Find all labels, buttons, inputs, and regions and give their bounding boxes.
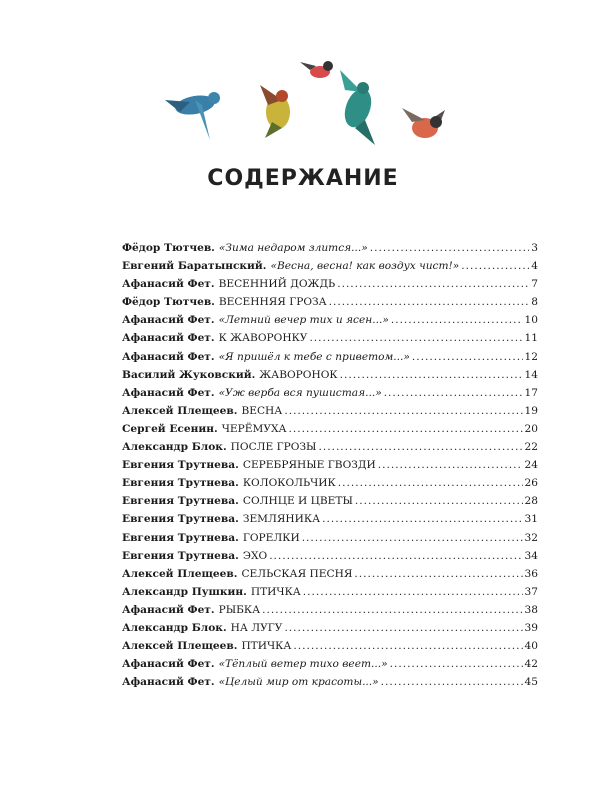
dot-leader	[412, 351, 523, 363]
entry-title: СЕРЕБРЯНЫЕ ГВОЗДИ	[242, 459, 376, 472]
entry-title: «Зима недаром злится...»	[218, 242, 368, 254]
entry-author: Афанасий Фет.	[122, 603, 215, 616]
entry-author: Афанасий Фет.	[122, 658, 215, 671]
toc-entry[interactable]	[122, 441, 538, 459]
entry-title: «Я пришёл к тебе с приветом...»	[218, 350, 410, 363]
entry-title: НА ЛУГУ	[230, 621, 283, 634]
dot-leader	[338, 477, 523, 489]
entry-title: ПТИЧКА	[241, 640, 292, 653]
toc-entry[interactable]	[122, 278, 538, 296]
dot-leader	[293, 640, 522, 652]
entry-author: Афанасий Фет.	[122, 332, 215, 345]
entry-author: Сергей Есенин.	[122, 422, 218, 435]
entry-author: Фёдор Тютчев.	[122, 296, 215, 309]
teal-bird-icon	[340, 70, 376, 145]
toc-entry[interactable]	[122, 332, 538, 350]
entry-page-number: 8	[531, 296, 538, 309]
dot-leader	[391, 314, 523, 326]
entry-title: СЕЛЬСКАЯ ПЕСНЯ	[241, 567, 353, 580]
red-bird-icon	[300, 61, 333, 78]
toc-entry[interactable]	[122, 477, 538, 495]
entry-title: ЭХО	[242, 549, 268, 562]
entry-title: ЖАВОРОНОК	[259, 368, 338, 381]
dot-leader	[390, 658, 523, 670]
entry-page-number: 36	[524, 567, 538, 580]
entry-author: Евгения Трутнева.	[122, 495, 239, 508]
dot-leader	[384, 387, 523, 399]
dot-leader	[322, 513, 522, 525]
dot-leader	[302, 532, 523, 544]
dot-leader	[340, 369, 523, 381]
entry-author: Александр Блок.	[122, 441, 227, 454]
entry-page-number: 20	[524, 422, 538, 435]
entry-title: «Уж верба вся пушистая...»	[218, 386, 382, 399]
entry-title: ЧЕРЁМУХА	[221, 422, 287, 435]
entry-page-number: 10	[524, 314, 538, 327]
entry-page-number: 39	[524, 621, 538, 634]
page-title: СОДЕРЖАНИЕ	[207, 166, 399, 191]
blue-bird-icon	[165, 92, 220, 140]
entry-author: Алексей Плещеев.	[122, 404, 238, 417]
entry-author: Василий Жуковский.	[122, 368, 256, 381]
entry-title: ВЕСЕННЯЯ ГРОЗА	[218, 296, 327, 309]
toc-entry[interactable]	[122, 296, 538, 314]
toc-entry[interactable]	[122, 658, 538, 676]
entry-title: ПТИЧКА	[250, 585, 301, 598]
entry-title: «Летний вечер тих и ясен...»	[218, 314, 389, 327]
entry-page-number: 28	[524, 495, 538, 508]
toc-entry[interactable]	[122, 351, 538, 369]
entry-title: СОЛНЦЕ И ЦВЕТЫ	[242, 495, 353, 508]
toc-entry[interactable]	[122, 495, 538, 513]
toc-entry[interactable]	[122, 604, 538, 622]
entry-author: Александр Пушкин.	[122, 585, 247, 598]
toc-entry[interactable]	[122, 622, 538, 640]
dot-leader	[370, 242, 529, 254]
entry-title: КОЛОКОЛЬЧИК	[242, 477, 336, 490]
toc-entry[interactable]	[122, 568, 538, 586]
entry-title: К ЖАВОРОНКУ	[218, 332, 308, 345]
entry-title: «Тёплый ветер тихо веет...»	[218, 658, 388, 671]
dot-leader	[284, 622, 522, 634]
dot-leader	[309, 332, 522, 344]
entry-page-number: 11	[524, 332, 538, 345]
entry-page-number: 40	[524, 640, 538, 653]
dot-leader	[354, 568, 522, 580]
dot-leader	[381, 676, 523, 688]
dot-leader	[337, 278, 529, 290]
entry-title: ВЕСЕННИЙ ДОЖДЬ	[218, 278, 336, 291]
entry-page-number: 32	[524, 531, 538, 544]
entry-page-number: 24	[524, 459, 538, 472]
entry-author: Александр Блок.	[122, 621, 227, 634]
entry-title: ЗЕМЛЯНИКА	[242, 513, 321, 526]
toc-entry[interactable]	[122, 260, 538, 278]
entry-page-number: 12	[524, 350, 538, 363]
entry-title: «Весна, весна! как воздух чист!»	[270, 260, 460, 273]
table-of-contents	[122, 242, 538, 694]
toc-entry[interactable]	[122, 550, 538, 568]
toc-entry[interactable]	[122, 242, 538, 260]
toc-entry[interactable]	[122, 405, 538, 423]
dot-leader	[355, 495, 523, 507]
entry-title: ГОРЕЛКИ	[242, 531, 300, 544]
bullfinch-icon	[402, 108, 445, 138]
entry-author: Евгения Трутнева.	[122, 531, 239, 544]
entry-author: Афанасий Фет.	[122, 386, 215, 399]
entry-page-number: 7	[531, 278, 538, 291]
entry-page-number: 38	[524, 603, 538, 616]
dot-leader	[284, 405, 522, 417]
toc-entry[interactable]	[122, 369, 538, 387]
entry-author: Алексей Плещеев.	[122, 567, 238, 580]
dot-leader	[461, 260, 529, 272]
entry-title: РЫБКА	[218, 603, 261, 616]
toc-entry[interactable]	[122, 513, 538, 531]
entry-page-number: 14	[524, 368, 538, 381]
dot-leader	[262, 604, 522, 616]
entry-author: Афанасий Фет.	[122, 350, 215, 363]
toc-entry[interactable]	[122, 459, 538, 477]
entry-page-number: 26	[524, 477, 538, 490]
entry-page-number: 37	[524, 585, 538, 598]
dot-leader	[329, 296, 530, 308]
dot-leader	[318, 441, 522, 453]
entry-page-number: 17	[524, 386, 538, 399]
toc-entry[interactable]	[122, 532, 538, 550]
entry-author: Евгения Трутнева.	[122, 549, 239, 562]
entry-author: Евгения Трутнева.	[122, 459, 239, 472]
toc-entry[interactable]	[122, 586, 538, 604]
toc-entry[interactable]	[122, 314, 538, 332]
entry-title: ВЕСНА	[241, 404, 283, 417]
entry-page-number: 3	[531, 242, 538, 254]
dot-leader	[289, 423, 523, 435]
entry-page-number: 19	[524, 404, 538, 417]
entry-page-number: 42	[524, 658, 538, 671]
entry-page-number: 4	[531, 260, 538, 273]
entry-title: ПОСЛЕ ГРОЗЫ	[230, 441, 317, 454]
toc-entry[interactable]	[122, 387, 538, 405]
entry-author: Афанасий Фет.	[122, 314, 215, 327]
entry-author: Евгения Трутнева.	[122, 513, 239, 526]
entry-author: Евгения Трутнева.	[122, 477, 239, 490]
green-bird-icon	[260, 85, 290, 138]
dot-leader	[269, 550, 522, 562]
toc-entry[interactable]	[122, 640, 538, 658]
dot-leader	[303, 586, 523, 598]
entry-page-number: 31	[524, 513, 538, 526]
entry-page-number: 22	[524, 441, 538, 454]
entry-page-number: 34	[524, 549, 538, 562]
dot-leader	[378, 459, 523, 471]
entry-author: Афанасий Фет.	[122, 676, 215, 689]
entry-title: «Целый мир от красоты...»	[218, 676, 379, 689]
entry-page-number: 45	[524, 676, 538, 689]
birds-illustration	[150, 50, 460, 160]
entry-author: Афанасий Фет.	[122, 278, 215, 291]
entry-author: Евгений Баратынский.	[122, 260, 267, 273]
entry-author: Алексей Плещеев.	[122, 640, 238, 653]
toc-entry[interactable]	[122, 676, 538, 694]
entry-author: Фёдор Тютчев.	[122, 242, 215, 254]
toc-entry[interactable]	[122, 423, 538, 441]
